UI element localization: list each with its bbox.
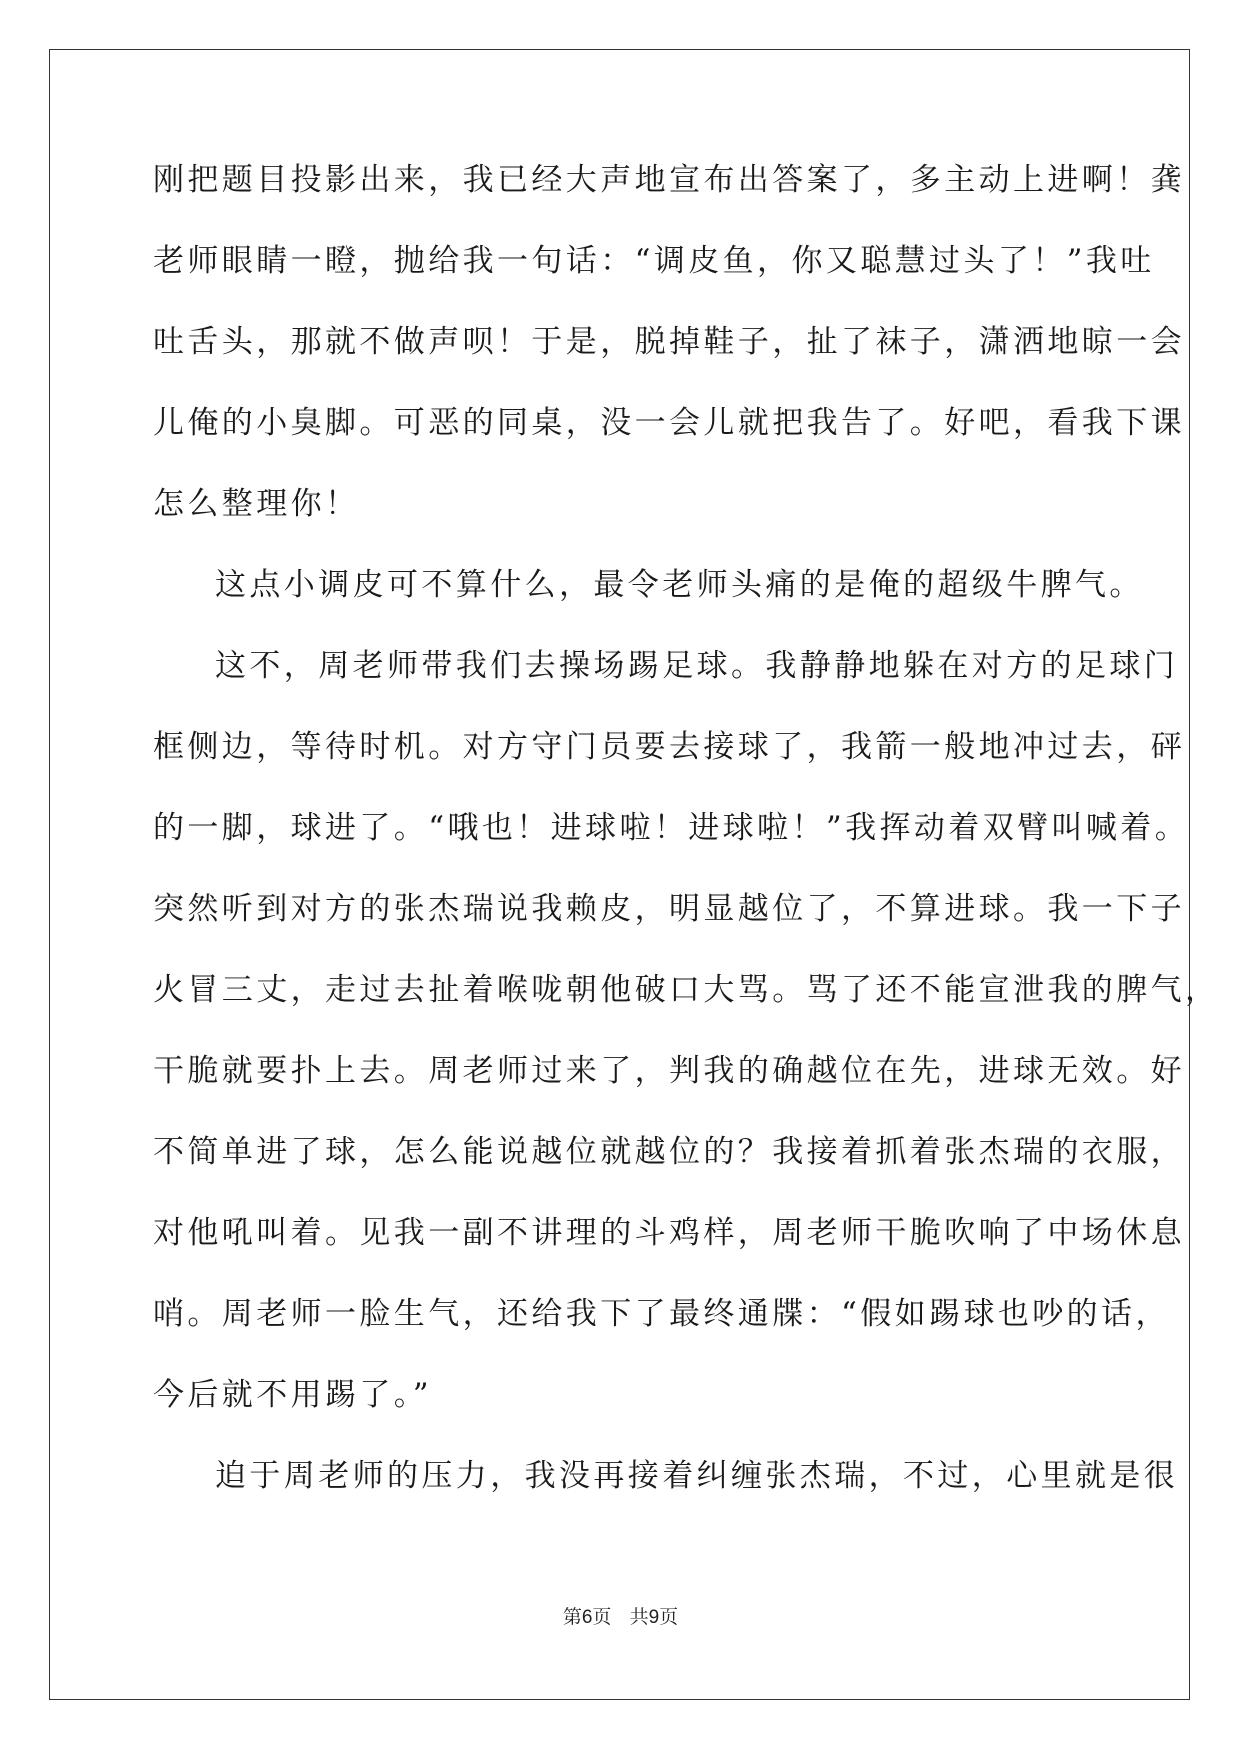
text-line: 对他吼叫着。见我一副不讲理的斗鸡样，周老师干脆吹响了中场休息: [153, 1215, 1185, 1251]
text-line: 哨。周老师一脸生气，还给我下了最终通牒：“假如踢球也吵的话，: [153, 1296, 1170, 1332]
text-line: 不简单进了球，怎么能说越位就越位的？我接着抓着张杰瑞的衣服，: [153, 1134, 1185, 1170]
page-footer: [0, 1605, 1241, 1630]
text-line: 这不，周老师带我们去操场踢足球。我静静地躲在对方的足球门: [215, 648, 1179, 684]
total-pages: 9: [648, 1607, 660, 1628]
text-line: 儿俺的小臭脚。可恶的同桌，没一会儿就把我告了。好吧，看我下课: [153, 405, 1185, 441]
page-number: 6: [581, 1607, 593, 1628]
text-line: 怎么整理你！: [153, 486, 360, 522]
footer-prefix: 第: [562, 1606, 582, 1628]
text-line: 框侧边，等待时机。对方守门员要去接球了，我箭一般地冲过去，砰: [153, 729, 1185, 765]
text-line: 突然听到对方的张杰瑞说我赖皮，明显越位了，不算进球。我一下子: [153, 891, 1185, 927]
footer-total-prefix: 共: [629, 1606, 649, 1628]
text-line: 的一脚，球进了。“哦也！进球啦！进球啦！”我挥动着双臂叫喊着。: [153, 810, 1190, 846]
document-body: [153, 160, 1220, 1537]
footer-page-unit: 页: [592, 1606, 612, 1628]
text-line: 这点小调皮可不算什么，最令老师头痛的是俺的超级牛脾气。: [215, 567, 1144, 603]
footer-total-unit: 页: [659, 1606, 679, 1628]
text-line: 干脆就要扑上去。周老师过来了，判我的确越位在先，进球无效。好: [153, 1053, 1185, 1089]
text-line: 老师眼睛一瞪，抛给我一句话：“调皮鱼，你又聪慧过头了！”我吐: [153, 243, 1155, 279]
text-line: 吐舌头，那就不做声呗！于是，脱掉鞋子，扯了袜子，潇洒地晾一会: [153, 324, 1185, 360]
text-line: 刚把题目投影出来，我已经大声地宣布出答案了，多主动上进啊！龚: [153, 162, 1185, 198]
text-line: 火冒三丈，走过去扯着喉咙朝他破口大骂。骂了还不能宣泄我的脾气，: [153, 972, 1220, 1008]
text-line: 迫于周老师的压力，我没再接着纠缠张杰瑞，不过，心里就是很: [215, 1458, 1179, 1494]
text-line: 今后就不用踢了。”: [153, 1377, 432, 1413]
